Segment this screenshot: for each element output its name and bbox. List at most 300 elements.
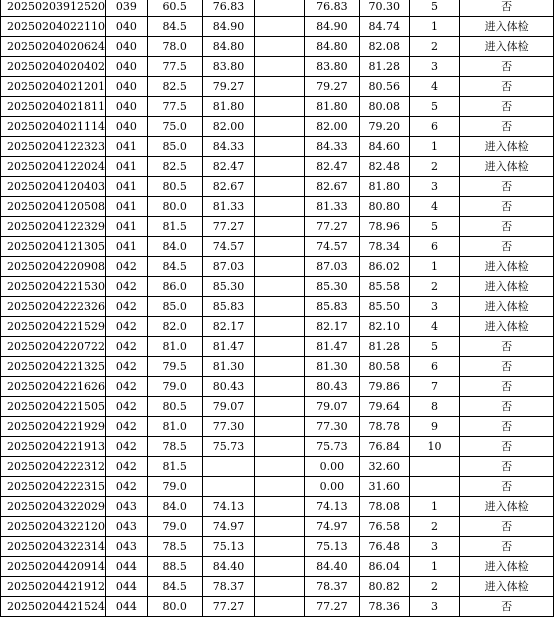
total-score-cell: 76.58 — [359, 517, 409, 537]
written-score-cell: 84.0 — [147, 237, 202, 257]
total-score-cell: 78.36 — [359, 597, 409, 617]
candidate-id-cell: 20250204222326 — [1, 297, 106, 317]
adjusted-interview-cell: 0.00 — [304, 457, 359, 477]
position-code-cell: 042 — [105, 477, 147, 497]
empty-cell — [255, 397, 305, 417]
candidate-id-cell: 20250204021811 — [1, 97, 106, 117]
empty-cell — [255, 557, 305, 577]
candidate-id-cell: 20250204221530 — [1, 277, 106, 297]
adjusted-interview-cell: 84.40 — [304, 557, 359, 577]
empty-cell — [255, 297, 305, 317]
interview-score-cell: 82.17 — [202, 317, 255, 337]
empty-cell — [255, 177, 305, 197]
empty-cell — [255, 537, 305, 557]
position-code-cell: 042 — [105, 257, 147, 277]
adjusted-interview-cell: 77.27 — [304, 217, 359, 237]
medical-exam-status-cell: 进入体检 — [460, 557, 554, 577]
interview-score-cell: 79.07 — [202, 397, 255, 417]
interview-score-cell: 75.73 — [202, 437, 255, 457]
written-score-cell: 77.5 — [147, 97, 202, 117]
candidate-id-cell: 20250204220908 — [1, 257, 106, 277]
rank-cell: 4 — [409, 317, 460, 337]
table-row — [1, 517, 554, 537]
written-score-cell: 82.5 — [147, 157, 202, 177]
medical-exam-status-cell: 进入体检 — [460, 317, 554, 337]
rank-cell: 7 — [409, 377, 460, 397]
total-score-cell: 86.04 — [359, 557, 409, 577]
rank-cell: 5 — [409, 217, 460, 237]
total-score-cell: 79.64 — [359, 397, 409, 417]
written-score-cell: 81.0 — [147, 337, 202, 357]
medical-exam-status-cell: 进入体检 — [460, 277, 554, 297]
medical-exam-status-cell: 否 — [460, 237, 554, 257]
candidate-id-cell: 20250204221913 — [1, 437, 106, 457]
empty-cell — [255, 357, 305, 377]
total-score-cell: 84.74 — [359, 17, 409, 37]
medical-exam-status-cell: 否 — [460, 437, 554, 457]
empty-cell — [255, 237, 305, 257]
candidate-id-cell: 20250204322029 — [1, 497, 106, 517]
adjusted-interview-cell: 80.43 — [304, 377, 359, 397]
rank-cell: 5 — [409, 0, 460, 17]
rank-cell: 8 — [409, 397, 460, 417]
candidate-id-cell: 20250204421524 — [1, 597, 106, 617]
position-code-cell: 040 — [105, 17, 147, 37]
position-code-cell: 042 — [105, 317, 147, 337]
rank-cell: 6 — [409, 357, 460, 377]
table-row — [1, 97, 554, 117]
adjusted-interview-cell: 79.07 — [304, 397, 359, 417]
table-row — [1, 437, 554, 457]
interview-score-cell: 84.80 — [202, 37, 255, 57]
medical-exam-status-cell: 否 — [460, 477, 554, 497]
total-score-cell: 76.48 — [359, 537, 409, 557]
empty-cell — [255, 77, 305, 97]
rank-cell: 2 — [409, 277, 460, 297]
medical-exam-status-cell: 否 — [460, 217, 554, 237]
total-score-cell: 81.80 — [359, 177, 409, 197]
adjusted-interview-cell: 81.33 — [304, 197, 359, 217]
interview-score-cell: 74.57 — [202, 237, 255, 257]
interview-score-cell: 81.80 — [202, 97, 255, 117]
empty-cell — [255, 197, 305, 217]
empty-cell — [255, 217, 305, 237]
rank-cell: 4 — [409, 77, 460, 97]
rank-cell: 9 — [409, 417, 460, 437]
medical-exam-status-cell: 进入体检 — [460, 497, 554, 517]
total-score-cell: 85.50 — [359, 297, 409, 317]
medical-exam-status-cell: 否 — [460, 117, 554, 137]
rank-cell: 6 — [409, 117, 460, 137]
adjusted-interview-cell: 77.30 — [304, 417, 359, 437]
adjusted-interview-cell: 74.97 — [304, 517, 359, 537]
written-score-cell: 85.0 — [147, 137, 202, 157]
total-score-cell: 79.86 — [359, 377, 409, 397]
interview-score-cell: 84.40 — [202, 557, 255, 577]
adjusted-interview-cell: 87.03 — [304, 257, 359, 277]
adjusted-interview-cell: 81.30 — [304, 357, 359, 377]
candidate-id-cell: 20250204222312 — [1, 457, 106, 477]
empty-cell — [255, 377, 305, 397]
total-score-cell: 79.20 — [359, 117, 409, 137]
empty-cell — [255, 497, 305, 517]
empty-cell — [255, 257, 305, 277]
written-score-cell: 88.5 — [147, 557, 202, 577]
written-score-cell: 80.5 — [147, 397, 202, 417]
rank-cell: 10 — [409, 437, 460, 457]
table-row — [1, 377, 554, 397]
table-row — [1, 337, 554, 357]
position-code-cell: 040 — [105, 117, 147, 137]
interview-score-cell: 74.97 — [202, 517, 255, 537]
adjusted-interview-cell: 84.90 — [304, 17, 359, 37]
interview-score-cell: 76.83 — [202, 0, 255, 17]
position-code-cell: 039 — [105, 0, 147, 17]
medical-exam-status-cell: 进入体检 — [460, 137, 554, 157]
rank-cell: 2 — [409, 517, 460, 537]
interview-score-cell: 80.43 — [202, 377, 255, 397]
medical-exam-status-cell: 否 — [460, 377, 554, 397]
empty-cell — [255, 457, 305, 477]
medical-exam-status-cell: 否 — [460, 357, 554, 377]
position-code-cell: 042 — [105, 357, 147, 377]
adjusted-interview-cell: 75.13 — [304, 537, 359, 557]
medical-exam-status-cell: 进入体检 — [460, 37, 554, 57]
candidate-id-cell: 20250204221529 — [1, 317, 106, 337]
position-code-cell: 043 — [105, 497, 147, 517]
medical-exam-status-cell: 否 — [460, 0, 554, 17]
rank-cell: 1 — [409, 257, 460, 277]
table-row — [1, 537, 554, 557]
position-code-cell: 042 — [105, 437, 147, 457]
written-score-cell: 81.5 — [147, 457, 202, 477]
rank-cell: 3 — [409, 297, 460, 317]
medical-exam-status-cell: 否 — [460, 417, 554, 437]
empty-cell — [255, 57, 305, 77]
adjusted-interview-cell: 74.13 — [304, 497, 359, 517]
written-score-cell: 82.5 — [147, 77, 202, 97]
written-score-cell: 84.5 — [147, 257, 202, 277]
rank-cell: 3 — [409, 537, 460, 557]
interview-score-cell — [202, 457, 255, 477]
total-score-cell: 80.56 — [359, 77, 409, 97]
candidate-id-cell: 20250204322314 — [1, 537, 106, 557]
position-code-cell: 042 — [105, 377, 147, 397]
rank-cell: 2 — [409, 157, 460, 177]
position-code-cell: 043 — [105, 537, 147, 557]
total-score-cell: 80.80 — [359, 197, 409, 217]
adjusted-interview-cell: 84.33 — [304, 137, 359, 157]
candidate-id-cell: 20250204122329 — [1, 217, 106, 237]
empty-cell — [255, 517, 305, 537]
interview-score-cell: 87.03 — [202, 257, 255, 277]
written-score-cell: 81.5 — [147, 217, 202, 237]
table-row — [1, 197, 554, 217]
rank-cell: 2 — [409, 577, 460, 597]
total-score-cell: 81.28 — [359, 337, 409, 357]
table-row — [1, 297, 554, 317]
medical-exam-status-cell: 否 — [460, 57, 554, 77]
position-code-cell: 044 — [105, 597, 147, 617]
total-score-cell: 85.58 — [359, 277, 409, 297]
empty-cell — [255, 597, 305, 617]
empty-cell — [255, 577, 305, 597]
medical-exam-status-cell: 进入体检 — [460, 297, 554, 317]
rank-cell — [409, 457, 460, 477]
table-row — [1, 277, 554, 297]
table-row — [1, 357, 554, 377]
empty-cell — [255, 337, 305, 357]
table-row — [1, 397, 554, 417]
candidate-id-cell: 20250204322120 — [1, 517, 106, 537]
position-code-cell: 041 — [105, 157, 147, 177]
candidate-id-cell: 20250204021201 — [1, 77, 106, 97]
rank-cell: 5 — [409, 337, 460, 357]
written-score-cell: 79.0 — [147, 477, 202, 497]
position-code-cell: 041 — [105, 237, 147, 257]
empty-cell — [255, 317, 305, 337]
candidate-id-cell: 20250204020402 — [1, 57, 106, 77]
adjusted-interview-cell: 0.00 — [304, 477, 359, 497]
interview-score-cell: 82.67 — [202, 177, 255, 197]
position-code-cell: 041 — [105, 137, 147, 157]
interview-score-cell — [202, 477, 255, 497]
table-row — [1, 37, 554, 57]
medical-exam-status-cell: 否 — [460, 337, 554, 357]
interview-score-cell: 81.47 — [202, 337, 255, 357]
medical-exam-status-cell: 否 — [460, 177, 554, 197]
interview-score-cell: 84.33 — [202, 137, 255, 157]
candidate-id-cell: 20250204421912 — [1, 577, 106, 597]
written-score-cell: 85.0 — [147, 297, 202, 317]
candidate-id-cell: 20250204122024 — [1, 157, 106, 177]
rank-cell: 6 — [409, 237, 460, 257]
written-score-cell: 75.0 — [147, 117, 202, 137]
empty-cell — [255, 437, 305, 457]
medical-exam-status-cell: 否 — [460, 197, 554, 217]
empty-cell — [255, 137, 305, 157]
position-code-cell: 040 — [105, 37, 147, 57]
written-score-cell: 79.0 — [147, 517, 202, 537]
candidate-id-cell: 20250204120403 — [1, 177, 106, 197]
table-row — [1, 177, 554, 197]
medical-exam-status-cell: 否 — [460, 457, 554, 477]
medical-exam-status-cell: 进入体检 — [460, 157, 554, 177]
position-code-cell: 043 — [105, 517, 147, 537]
written-score-cell: 80.5 — [147, 177, 202, 197]
position-code-cell: 041 — [105, 177, 147, 197]
written-score-cell: 80.0 — [147, 597, 202, 617]
position-code-cell: 042 — [105, 277, 147, 297]
table-row — [1, 257, 554, 277]
written-score-cell: 77.5 — [147, 57, 202, 77]
total-score-cell: 78.78 — [359, 417, 409, 437]
total-score-cell: 78.08 — [359, 497, 409, 517]
candidate-id-cell: 20250204221325 — [1, 357, 106, 377]
adjusted-interview-cell: 82.17 — [304, 317, 359, 337]
empty-cell — [255, 17, 305, 37]
position-code-cell: 040 — [105, 57, 147, 77]
interview-score-cell: 77.27 — [202, 217, 255, 237]
medical-exam-status-cell: 进入体检 — [460, 257, 554, 277]
table-row — [1, 137, 554, 157]
written-score-cell: 79.0 — [147, 377, 202, 397]
rank-cell: 1 — [409, 137, 460, 157]
adjusted-interview-cell: 85.30 — [304, 277, 359, 297]
table-row — [1, 557, 554, 577]
total-score-cell: 82.08 — [359, 37, 409, 57]
written-score-cell: 84.5 — [147, 577, 202, 597]
rank-cell: 3 — [409, 597, 460, 617]
position-code-cell: 044 — [105, 577, 147, 597]
total-score-cell: 76.84 — [359, 437, 409, 457]
rank-cell: 5 — [409, 97, 460, 117]
candidate-id-cell: 20250204221626 — [1, 377, 106, 397]
table-row — [1, 17, 554, 37]
medical-exam-status-cell: 否 — [460, 537, 554, 557]
adjusted-interview-cell: 74.57 — [304, 237, 359, 257]
table-row — [1, 157, 554, 177]
adjusted-interview-cell: 82.00 — [304, 117, 359, 137]
empty-cell — [255, 277, 305, 297]
position-code-cell: 042 — [105, 417, 147, 437]
rank-cell: 4 — [409, 197, 460, 217]
total-score-cell: 31.60 — [359, 477, 409, 497]
adjusted-interview-cell: 78.37 — [304, 577, 359, 597]
table-row — [1, 317, 554, 337]
empty-cell — [255, 117, 305, 137]
adjusted-interview-cell: 82.47 — [304, 157, 359, 177]
position-code-cell: 041 — [105, 217, 147, 237]
candidate-id-cell: 20250204420914 — [1, 557, 106, 577]
table-body — [1, 0, 554, 617]
written-score-cell: 78.5 — [147, 537, 202, 557]
written-score-cell: 86.0 — [147, 277, 202, 297]
table-row — [1, 0, 554, 17]
medical-exam-status-cell: 进入体检 — [460, 17, 554, 37]
written-score-cell: 82.0 — [147, 317, 202, 337]
candidate-id-cell: 20250204022110 — [1, 17, 106, 37]
table-row — [1, 597, 554, 617]
rank-cell: 3 — [409, 177, 460, 197]
rank-cell: 1 — [409, 557, 460, 577]
position-code-cell: 042 — [105, 457, 147, 477]
written-score-cell: 81.0 — [147, 417, 202, 437]
adjusted-interview-cell: 82.67 — [304, 177, 359, 197]
medical-exam-status-cell: 否 — [460, 597, 554, 617]
total-score-cell: 82.48 — [359, 157, 409, 177]
empty-cell — [255, 477, 305, 497]
total-score-cell: 78.34 — [359, 237, 409, 257]
interview-score-cell: 84.90 — [202, 17, 255, 37]
total-score-cell: 32.60 — [359, 457, 409, 477]
empty-cell — [255, 97, 305, 117]
interview-score-cell: 77.30 — [202, 417, 255, 437]
interview-score-cell: 77.27 — [202, 597, 255, 617]
rank-cell: 1 — [409, 17, 460, 37]
empty-cell — [255, 417, 305, 437]
written-score-cell: 78.0 — [147, 37, 202, 57]
position-code-cell: 042 — [105, 297, 147, 317]
interview-score-cell: 85.30 — [202, 277, 255, 297]
adjusted-interview-cell: 83.80 — [304, 57, 359, 77]
interview-score-cell: 78.37 — [202, 577, 255, 597]
adjusted-interview-cell: 84.80 — [304, 37, 359, 57]
adjusted-interview-cell: 76.83 — [304, 0, 359, 17]
adjusted-interview-cell: 81.80 — [304, 97, 359, 117]
written-score-cell: 78.5 — [147, 437, 202, 457]
table-row — [1, 237, 554, 257]
total-score-cell: 70.30 — [359, 0, 409, 17]
interview-score-cell: 83.80 — [202, 57, 255, 77]
candidate-id-cell: 20250204021114 — [1, 117, 106, 137]
medical-exam-status-cell: 否 — [460, 77, 554, 97]
interview-score-cell: 81.33 — [202, 197, 255, 217]
rank-cell — [409, 477, 460, 497]
adjusted-interview-cell: 85.83 — [304, 297, 359, 317]
written-score-cell: 60.5 — [147, 0, 202, 17]
candidate-id-cell: 20250204122323 — [1, 137, 106, 157]
position-code-cell: 042 — [105, 337, 147, 357]
candidate-id-cell: 20250203912520 — [1, 0, 106, 17]
total-score-cell: 80.58 — [359, 357, 409, 377]
candidate-id-cell: 20250204221929 — [1, 417, 106, 437]
candidate-id-cell: 20250204020624 — [1, 37, 106, 57]
medical-exam-status-cell: 否 — [460, 517, 554, 537]
position-code-cell: 040 — [105, 77, 147, 97]
medical-exam-status-cell: 进入体检 — [460, 577, 554, 597]
total-score-cell: 84.60 — [359, 137, 409, 157]
written-score-cell: 80.0 — [147, 197, 202, 217]
empty-cell — [255, 37, 305, 57]
total-score-cell: 80.82 — [359, 577, 409, 597]
adjusted-interview-cell: 77.27 — [304, 597, 359, 617]
total-score-cell: 82.10 — [359, 317, 409, 337]
interview-score-cell: 85.83 — [202, 297, 255, 317]
empty-cell — [255, 157, 305, 177]
position-code-cell: 041 — [105, 197, 147, 217]
written-score-cell: 84.5 — [147, 17, 202, 37]
total-score-cell: 81.28 — [359, 57, 409, 77]
medical-exam-status-cell: 否 — [460, 397, 554, 417]
candidate-id-cell: 20250204220722 — [1, 337, 106, 357]
table-row — [1, 577, 554, 597]
table-row — [1, 57, 554, 77]
empty-cell — [255, 0, 305, 17]
total-score-cell: 80.08 — [359, 97, 409, 117]
interview-score-cell: 79.27 — [202, 77, 255, 97]
candidate-id-cell: 20250204121305 — [1, 237, 106, 257]
table-row — [1, 117, 554, 137]
written-score-cell: 84.0 — [147, 497, 202, 517]
adjusted-interview-cell: 79.27 — [304, 77, 359, 97]
table-row — [1, 477, 554, 497]
candidate-id-cell: 20250204222315 — [1, 477, 106, 497]
position-code-cell: 042 — [105, 397, 147, 417]
position-code-cell: 040 — [105, 97, 147, 117]
interview-score-cell: 81.30 — [202, 357, 255, 377]
medical-exam-status-cell: 否 — [460, 97, 554, 117]
rank-cell: 3 — [409, 57, 460, 77]
rank-cell: 2 — [409, 37, 460, 57]
total-score-cell: 86.02 — [359, 257, 409, 277]
position-code-cell: 044 — [105, 557, 147, 577]
rank-cell: 1 — [409, 497, 460, 517]
interview-score-cell: 75.13 — [202, 537, 255, 557]
interview-score-cell: 82.47 — [202, 157, 255, 177]
candidate-id-cell: 20250204120508 — [1, 197, 106, 217]
table-row — [1, 217, 554, 237]
